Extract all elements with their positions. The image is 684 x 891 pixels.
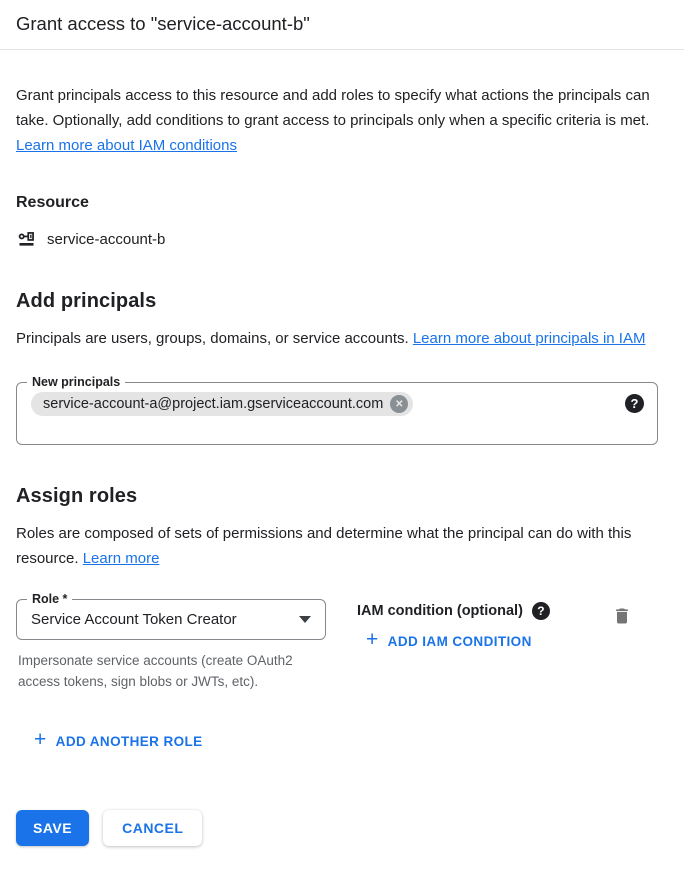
dialog-actions: [16, 810, 668, 846]
resource-item: [16, 229, 668, 250]
save-button[interactable]: SAVE: [16, 810, 89, 846]
service-account-icon: [16, 229, 37, 250]
iam-condition-help-icon[interactable]: ?: [532, 602, 550, 620]
principals-description: [16, 326, 668, 351]
dialog-title: Grant access to "service-account-b": [0, 0, 684, 50]
new-principals-field[interactable]: [16, 375, 658, 445]
iam-condition-column: [357, 599, 612, 652]
role-label: Role *: [27, 591, 72, 607]
roles-description-text: Roles are composed of sets of permissions and determine what the principal can do with this resource.: [16, 525, 632, 567]
roles-learn-more-link[interactable]: Learn more: [82, 550, 160, 567]
intro-paragraph: [16, 83, 668, 158]
principals-help-icon[interactable]: ?: [625, 394, 644, 413]
iam-condition-label-row: [357, 602, 612, 620]
add-another-role-button[interactable]: [34, 728, 203, 751]
role-selected-value: Service Account Token Creator: [31, 611, 237, 628]
role-column: [16, 592, 326, 692]
plus-icon: +: [34, 728, 47, 751]
resource-name: service-account-b: [47, 231, 166, 248]
add-another-role-label: ADD ANOTHER ROLE: [55, 733, 203, 749]
principal-chip-text: service-account-a@project.iam.gserviceaccount.com: [43, 396, 384, 412]
assign-roles-heading: Assign roles: [16, 485, 138, 507]
roles-description: [16, 521, 668, 571]
add-iam-condition-label: ADD IAM CONDITION: [387, 633, 532, 649]
trash-icon: [612, 614, 632, 629]
cancel-button[interactable]: CANCEL: [103, 810, 202, 846]
new-principals-label: New principals: [27, 374, 125, 390]
chip-remove-icon[interactable]: ✕: [390, 395, 408, 413]
iam-condition-label: IAM condition (optional): [357, 603, 523, 619]
delete-role-button[interactable]: [612, 606, 632, 629]
iam-conditions-link[interactable]: Learn more about IAM conditions: [16, 137, 237, 154]
add-iam-condition-button[interactable]: [366, 628, 532, 651]
principal-chip: [31, 392, 413, 416]
role-select[interactable]: [16, 592, 326, 640]
role-helper-text: Impersonate service accounts (create OAuth2 access tokens, sign blobs or JWTs, etc).: [18, 653, 293, 689]
chevron-down-icon: [299, 616, 311, 623]
intro-text: Grant principals access to this resource and add roles to specify what actions the principals can take. Optionally, add conditions to grant access to principals only when a specific criteria is met.: [16, 87, 650, 129]
dialog-content: [0, 83, 684, 846]
add-principals-heading: Add principals: [16, 290, 157, 312]
principals-description-text: Principals are users, groups, domains, or service accounts.: [16, 330, 413, 347]
role-row: [16, 592, 668, 692]
plus-icon: +: [366, 628, 379, 651]
principals-learn-more-link[interactable]: Learn more about principals in IAM: [412, 330, 646, 347]
resource-heading: Resource: [16, 194, 89, 211]
